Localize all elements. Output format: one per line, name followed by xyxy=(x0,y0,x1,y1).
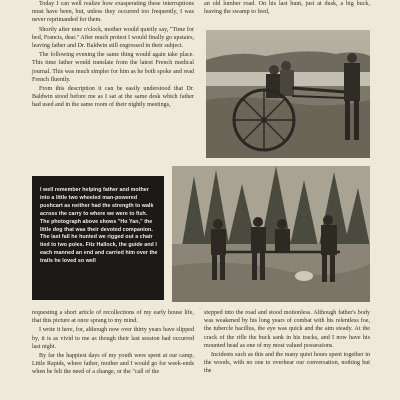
paragraph: From this description it can be easily understood that Dr. Baldwin stood before me as I sat at the same desk which father had used and in the same room of their nightly meetings, xyxy=(32,86,194,109)
paragraph: Incidents such as this and the many quiet hours spent together in the woods, with no one to overhear our conversation, nothing but the xyxy=(204,352,370,375)
paragraph: Today I can well realize how exasperating these interruptions must have been, but, unless they occurred too frequently, I was never reprimanded for them. xyxy=(32,1,194,24)
paragraph: stepped into the road and stood motionless. Although father's body was weakened by his long years of combat with his relentless foe, the tubercle bacillus, the eye was quick and the aim steady. At the crack of the rifle the buck sank in his tracks, and I now have his mounted head as one of my most valued possessions. xyxy=(204,310,370,349)
article-column-top-left xyxy=(32,0,194,111)
photo-chair-carry-in-woods xyxy=(172,166,370,302)
paragraph: I write it here, for, although now over thirty years have slipped by, it is as vivid to me as though their last session had occurred last night. xyxy=(32,327,194,350)
article-column-top-right xyxy=(204,0,370,17)
article-column-bottom-right xyxy=(204,309,370,377)
article-column-bottom-left xyxy=(32,309,194,378)
photo-pushcart-image xyxy=(206,30,370,158)
caption-text: I well remember helping father and mother into a little two wheeled man-powered pushcart as neither had the strength to walk across the carry to where we were to fish. The photograph above shows "Ho Yan," the little dog that was their devoted companion. The last fall he hunted we rigged out a chair tied to two poles. Fitz Hallock, the guide and I each manned an end and carried him over the trails he loved so well xyxy=(40,187,158,265)
paragraph: requesting a short article of recollections of my early house life, that this picture at once sprang to my mind. xyxy=(32,310,194,325)
photo-chair-carry-image xyxy=(172,166,370,302)
paragraph: The following evening the same thing would again take place. This time father would translate from the latest French medical journal. This was much simpler for him as he both spoke and read French fluently. xyxy=(32,52,194,83)
photo-caption xyxy=(32,176,164,300)
paragraph: an old lumber road. On his last hunt, just at dusk, a big buck, leaving the swamp to feed, xyxy=(204,1,370,16)
photo-pushcart-by-lake xyxy=(206,30,370,158)
paragraph: Shortly after nine o'clock, mother would quietly say, "Time for bed, Francis, dear." After much protest I would finally go upstairs, leaving father and Dr. Baldwin still engrossed in their subject. xyxy=(32,26,194,50)
paragraph: By far the happiest days of my youth were spent at our camp, Little Rapids, where father, mother and I would go for week-ends when he felt the need of a change, or the "call of the xyxy=(32,353,194,376)
